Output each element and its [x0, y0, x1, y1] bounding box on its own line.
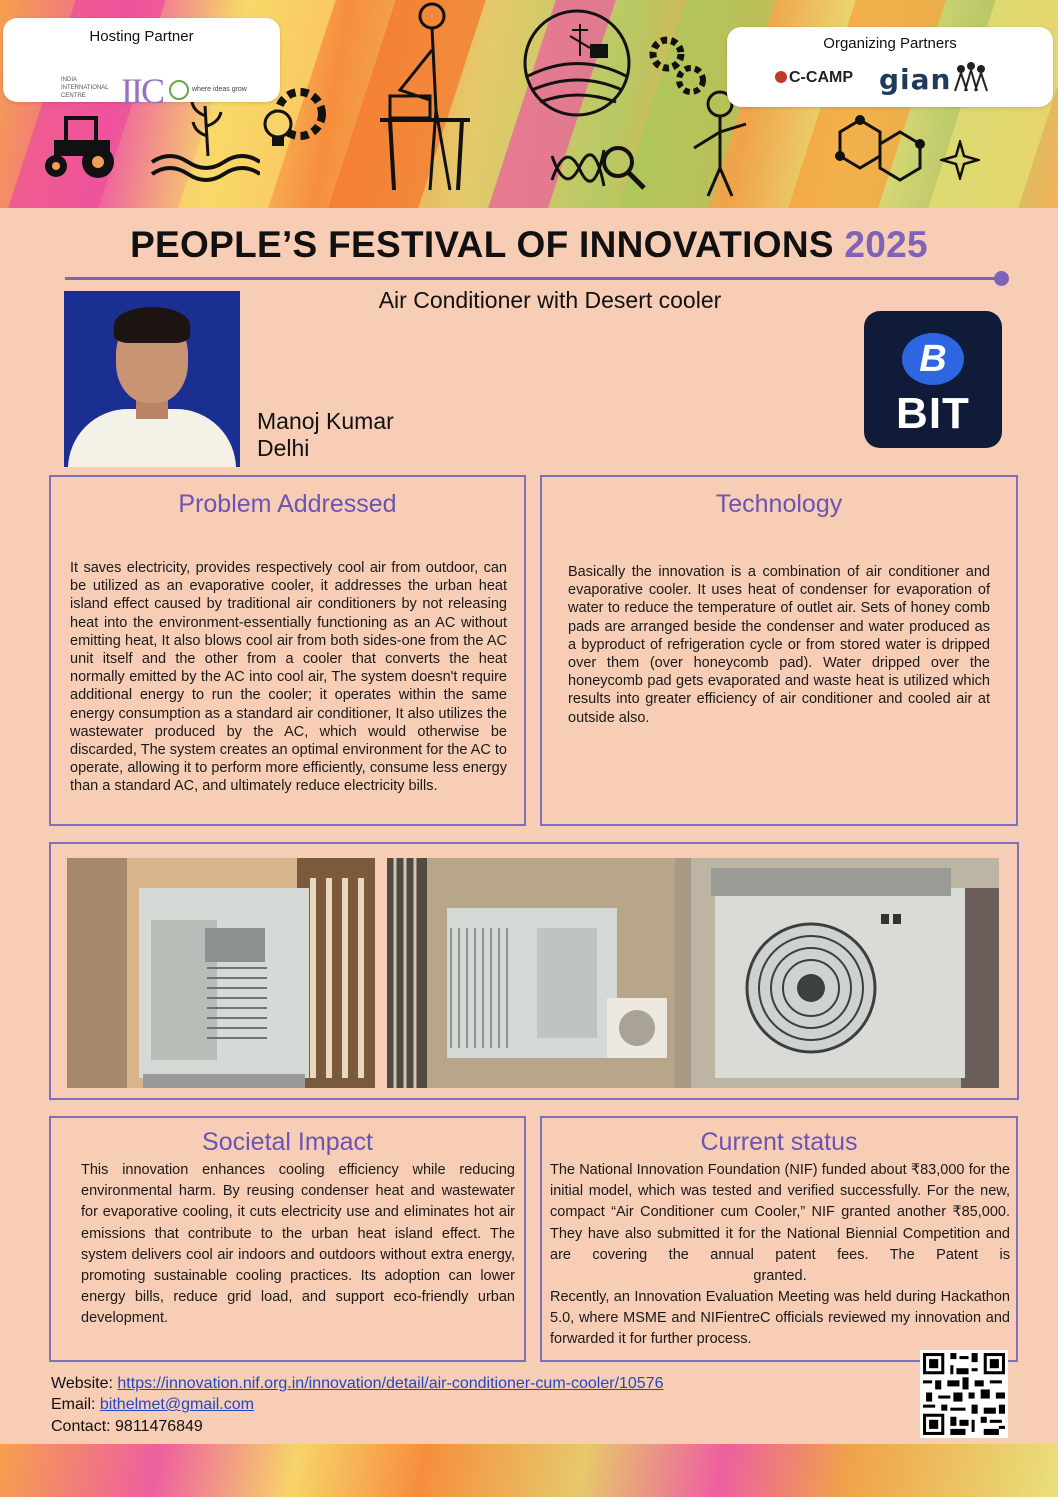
- technology-text: Basically the innovation is a combination of air conditioner and evaporative cooler. It uses heat of condenser for evaporation of water to reduce the temperature of outlet air. Sets of honey comb pads are arranged beside the condenser and water produced as a byproduct of refrigeration cycle or from stored water is dripped over them (over honeycomb pad). Water dripped over the honeycomb pad gets evaporated and waste heat is utilized which results into greater efficiency of air conditioner and cooled air at outside also.: [568, 564, 990, 726]
- iic-logo: [61, 71, 271, 112]
- title-divider: [65, 277, 1003, 280]
- molecule-icon: [830, 110, 940, 190]
- globe-icon: [169, 80, 189, 100]
- website-line: [51, 1375, 664, 1393]
- email-label: Email:: [51, 1396, 100, 1413]
- technology-panel: [540, 475, 1018, 826]
- current-status-text-1-end: granted.: [753, 1268, 807, 1284]
- magnifier-icon: [598, 142, 648, 192]
- organizing-partners-label: Organizing Partners: [823, 35, 957, 52]
- bit-logo-letter: B: [902, 333, 964, 385]
- product-photo-3: [691, 858, 999, 1088]
- honey-bee-network-logo-icon: [951, 61, 991, 97]
- product-photo-gallery: [49, 842, 1019, 1100]
- bit-logo-word: BIT: [896, 389, 970, 438]
- current-status-panel: [540, 1116, 1018, 1362]
- sparkle-icon: [940, 140, 980, 180]
- qr-code-icon[interactable]: [920, 1350, 1008, 1438]
- header-banner: [0, 0, 1058, 208]
- innovator-photo: [64, 291, 240, 467]
- contact-line: Contact: 9811476849: [51, 1418, 203, 1435]
- email-line: [51, 1396, 254, 1414]
- footer-banner: [0, 1444, 1058, 1497]
- email-link[interactable]: bithelmet@gmail.com: [99, 1396, 254, 1413]
- bit-brand-logo: [864, 311, 1002, 448]
- farm-globe-icon: [520, 6, 635, 121]
- iic-logo-tagline: where ideas grow: [192, 86, 247, 93]
- product-photo-1: [67, 858, 375, 1088]
- hosting-partner-box: [3, 18, 280, 111]
- societal-impact-text: This innovation enhances cooling efficiency while reducing environmental harm. By reusing condenser heat and wastewater for evaporative cooling, it cuts electricity use and eliminates hot air emissions that contribute to the urban heat island effect. The system delivers cool air indoors and outdoors without extra energy, promoting sustainable cooling practices. Its adoption can lower energy bills, reduce grid load, and support eco-friendly urban development.: [81, 1162, 515, 1327]
- current-status-text-1: The National Innovation Foundation (NIF) funded about ₹83,000 for the initial model, which was tested and verified successfully. For the new, compact “Air Conditioner cum Cooler,” NIF granted another ₹85,000. They have also submitted it for the National Biennial Competition and are covering the annual patent fees. The Patent is: [550, 1162, 1010, 1263]
- organizing-partners-box: [727, 27, 1053, 107]
- gian-logo: gian: [879, 63, 952, 96]
- website-label: Website:: [51, 1375, 118, 1392]
- current-status-heading: Current status: [700, 1128, 858, 1156]
- problem-addressed-heading: Problem Addressed: [178, 490, 397, 518]
- tractor-icon: [36, 110, 126, 180]
- technology-heading: Technology: [715, 490, 843, 518]
- societal-impact-heading: Societal Impact: [202, 1128, 373, 1156]
- problem-addressed-panel: [49, 475, 526, 826]
- societal-impact-panel: [49, 1116, 526, 1362]
- innovator-location: Delhi: [257, 435, 310, 461]
- iic-logo-letters: IIC: [121, 71, 163, 111]
- page-title-text: PEOPLE’S FESTIVAL OF INNOVATIONS: [130, 224, 834, 265]
- innovator-name: Manoj Kumar: [257, 408, 394, 434]
- page-title: [0, 224, 1058, 266]
- person-laptop-icon: [370, 0, 490, 195]
- current-status-text-2: Recently, an Innovation Evaluation Meeting was held during Hackathon 5.0, where MSME and NIFientreC officials reviewed my innovation and forwarded it for further process.: [550, 1289, 1010, 1348]
- title-divider-dot: [994, 271, 1009, 286]
- ccamp-dot-icon: [775, 71, 787, 83]
- ccamp-logo-text: C-CAMP: [789, 69, 853, 86]
- innovation-title: Air Conditioner with Desert cooler: [378, 287, 722, 313]
- iic-logo-small-text: INDIA INTERNATIONAL CENTRE: [61, 77, 109, 99]
- page-title-year: 2025: [844, 224, 928, 265]
- hosting-partner-label: Hosting Partner: [89, 28, 194, 45]
- ccamp-logo: [775, 69, 853, 87]
- problem-addressed-text: It saves electricity, provides respectively cool air from outdoor, can be utilized as an evaporative cooler, it addresses the urban heat island effect caused by traditional air conditioners by not releasing heat into the environment-essentially functioning as an AC without emitting heat, It also blows cool air from both sides-one from the AC unit itself and the other from a cooler that converts the heat normally emitted by the AC into cool air, The system doesn't require additional energy to run the cooler; it operates within the same energy consumption as a standard air conditioner, It also utilizes the wastewater produced by the AC, which would otherwise be discarded, The system creates an optimal environment for the AC to operate, allowing it to perform more efficiently, consume less energy than a standard AC, and ultimately reduce electricity bills.: [70, 560, 507, 795]
- product-photo-2: [387, 858, 695, 1088]
- website-link[interactable]: https://innovation.nif.org.in/innovation/detail/air-conditioner-cum-cooler/10576: [117, 1375, 664, 1392]
